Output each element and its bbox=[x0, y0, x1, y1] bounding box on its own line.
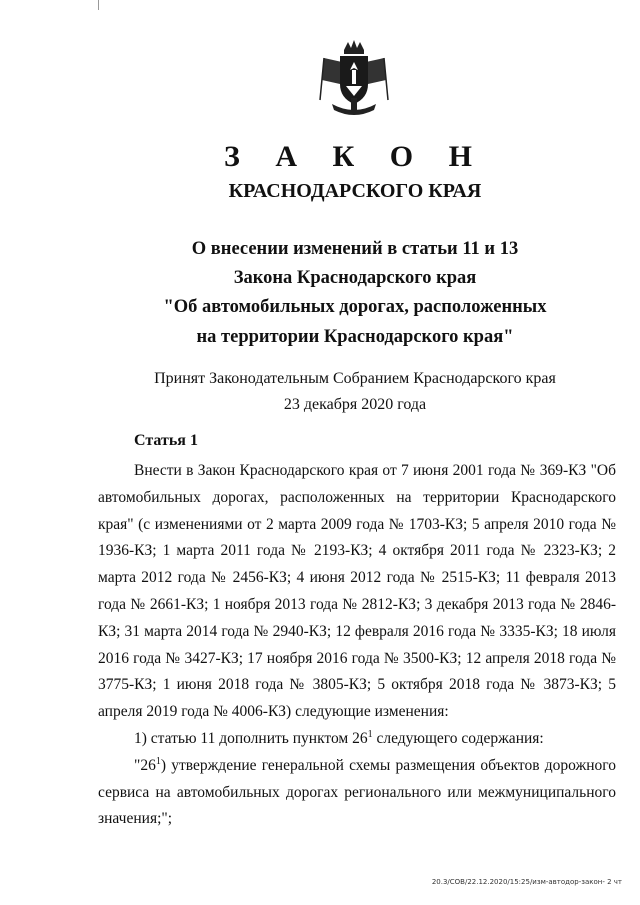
region-title: КРАСНОДАРСКОГО КРАЯ bbox=[228, 180, 482, 202]
margin-tick bbox=[98, 0, 99, 10]
item1-superscript: 1 bbox=[367, 728, 373, 740]
article-body bbox=[98, 458, 616, 833]
subtitle-line-4: на территории Краснодарского края" bbox=[196, 327, 514, 347]
amendment-item-1 bbox=[98, 726, 616, 753]
quote-superscript: 1 bbox=[155, 755, 161, 767]
subtitle-line-2: Закона Краснодарского края bbox=[233, 268, 477, 288]
subtitle-line-1: О внесении изменений в статьи 11 и 13 bbox=[191, 239, 519, 259]
coat-of-arms-icon bbox=[318, 40, 390, 118]
amendment-quote bbox=[98, 753, 616, 833]
adoption-date: 23 декабря 2020 года bbox=[283, 396, 427, 413]
item1-text: 1) статью 11 дополнить пунктом 26 bbox=[134, 729, 368, 747]
adoption-line-1: Принят Законодательным Собранием Краснодарского края bbox=[154, 370, 556, 387]
article-heading: Статья 1 bbox=[134, 432, 198, 449]
footer-code: 20.3/СОВ/22.12.2020/15:25/изм-автодор-закон- 2 чт bbox=[431, 878, 622, 886]
quote-text-end: ) утверждение генеральной схемы размещения объектов дорожного сервиса на автомобильных дорогах регионального или межмуниципального значения;"; bbox=[98, 756, 616, 828]
item1-text-end: следующего содержания: bbox=[372, 729, 544, 747]
article-intro-paragraph: Внести в Закон Краснодарского края от 7 июня 2001 года № 369-КЗ "Об автомобильных дорогах, расположенных на территории Краснодарского края" (с изменениями от 2 марта 2009 года № 1703-КЗ; 5 апреля 2010 года № 1936-КЗ; 1 марта 2011 года № 2193-КЗ; 4 октября 2011 года № 2323-КЗ; 2 марта 2012 года № 2456-КЗ; 4 июня 2012 года № 2515-КЗ; 11 февраля 2013 года № 2661-КЗ; 1 ноября 2013 года № 2812-КЗ; 3 декабря 2013 года № 2846-КЗ; 31 марта 2014 года № 2940-КЗ; 12 февраля 2016 года № 3335-КЗ; 18 июля 2016 года № 3427-КЗ; 17 ноября 2016 года № 3500-КЗ; 12 апреля 2018 года № 3775-КЗ; 1 июня 2018 года № 3805-КЗ; 5 октября 2018 года № 3873-КЗ; 5 апреля 2019 года № 4006-КЗ) следующие изменения: bbox=[98, 462, 616, 721]
quote-text: "26 bbox=[134, 756, 156, 774]
subtitle-line-3: "Об автомобильных дорогах, расположенных bbox=[163, 297, 547, 317]
law-title: З А К О Н bbox=[224, 140, 486, 173]
